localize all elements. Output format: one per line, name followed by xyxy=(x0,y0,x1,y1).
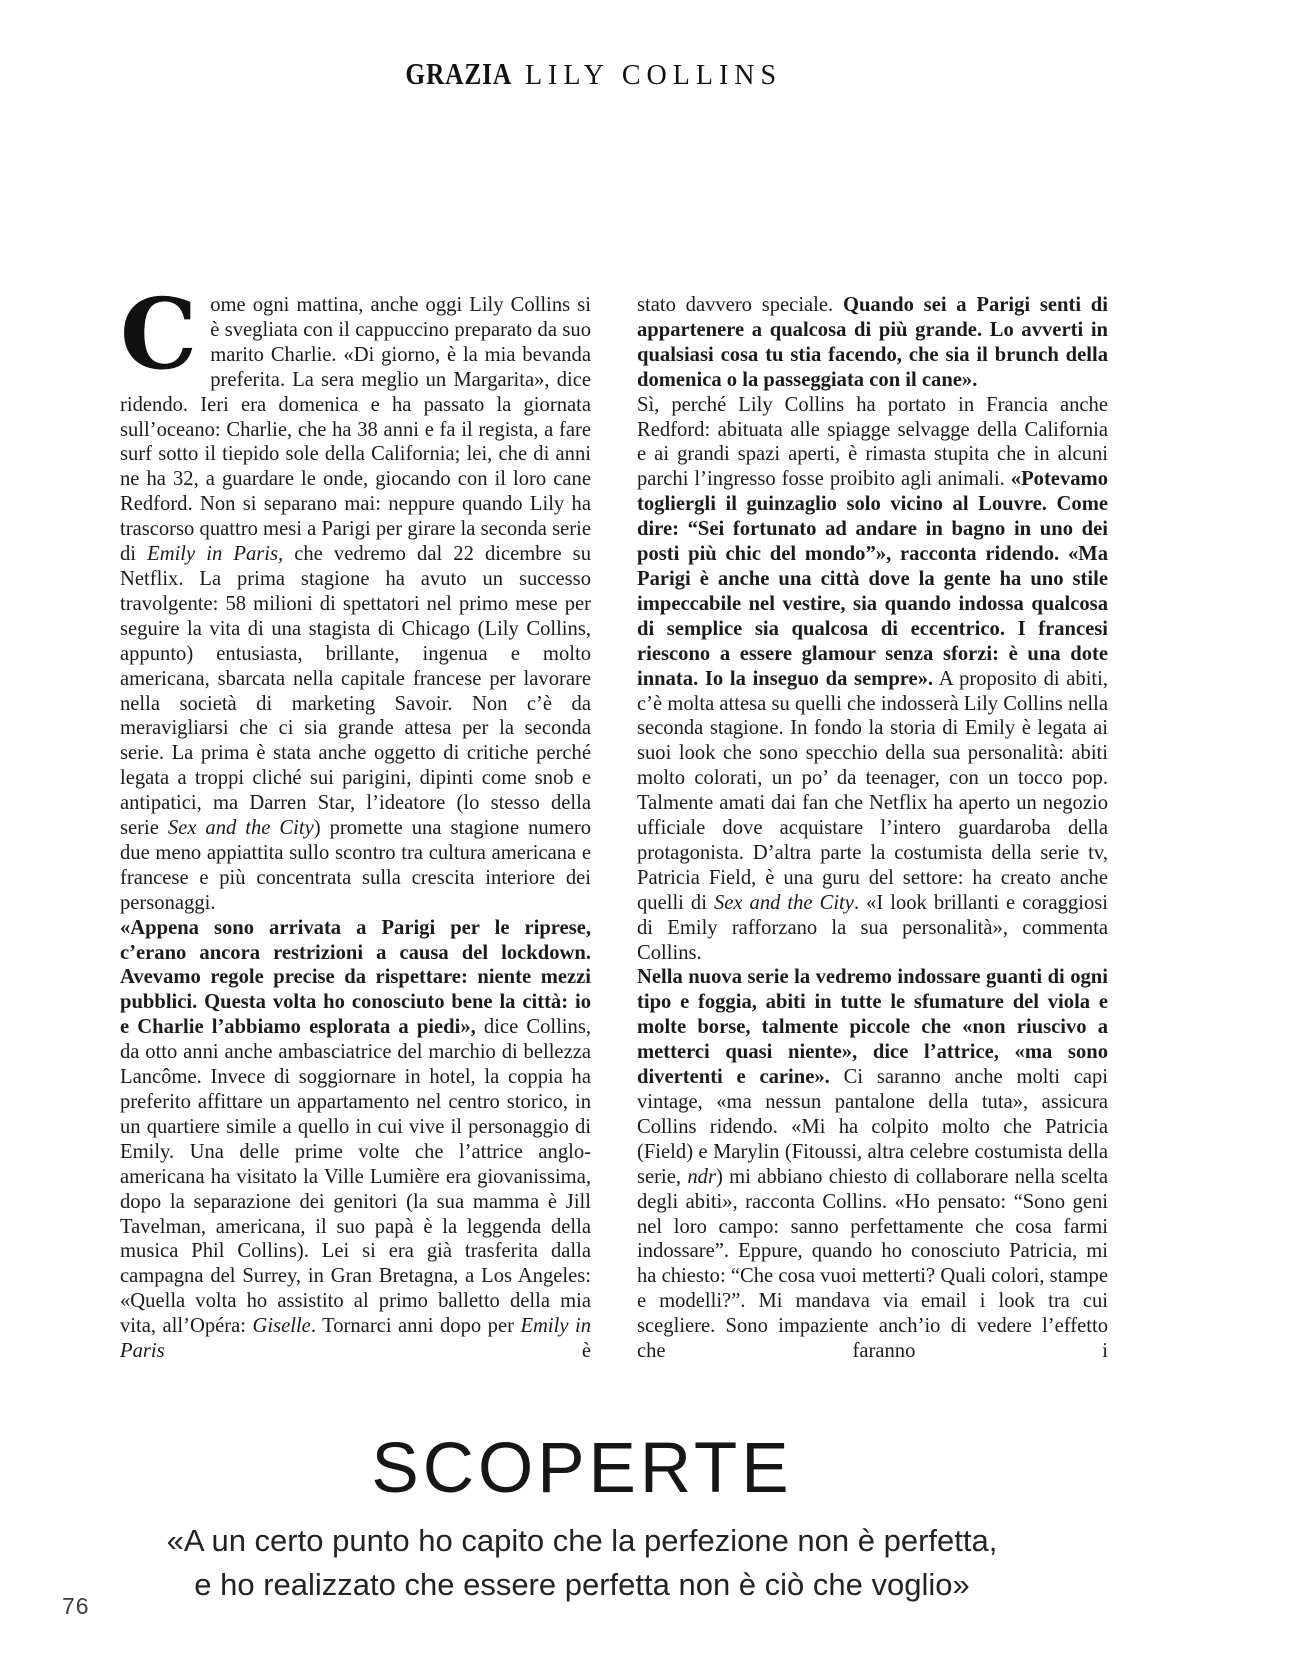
brand-logo: GRAZIA xyxy=(405,56,512,91)
section-heading: SCOPERTE xyxy=(371,1429,793,1508)
feature-block xyxy=(0,1429,1164,1607)
text-segment: . «I look brillanti e coraggiosi di Emily rafforzano la sua personalità», commenta Collins. xyxy=(637,891,1108,964)
article-column-left xyxy=(120,277,591,1364)
text-segment: Sex and the City xyxy=(713,891,854,914)
text-segment: ndr xyxy=(687,1165,716,1188)
text-segment: dice Collins, da otto anni anche ambasciatrice del marchio di bellezza Lancôme. Invece di soggiornare in hotel, la coppia ha preferito affittare un appartamento nel centro storico, in un quartiere simile a quello in cui vive il personaggio di Emily. Una delle prime volte che l’attrice anglo-americana ha visitato la Ville Lumière era giovanissima, dopo la separazione dei genitori (la sua mamma è Jill Tavelman, americana, il suo papà è la leggenda della musica Phil Collins). Lei si era già trasferita dalla campagna del Surrey, in Gran Bretagna, a Los Angeles: «Quella volta ho assistito al primo balletto della mia vita, all’Opéra: xyxy=(120,1016,591,1338)
article-paragraph xyxy=(637,293,1108,393)
text-segment: è xyxy=(164,1340,591,1363)
drop-cap: C xyxy=(120,277,198,391)
text-segment: Quando sei a Parigi senti di appartenere a qualcosa di più grande. Lo avverti in qualsiasi cosa tu stia facendo, che sia il brunch della domenica o la passeggiata con il cane». xyxy=(637,294,1108,391)
article-column-right xyxy=(637,293,1108,1364)
pull-quote-line-1: «A un certo punto ho capito che la perfezione non è perfetta, xyxy=(166,1523,998,1558)
text-segment: Emily in Paris, xyxy=(147,543,284,566)
pull-quote-line-2: e ho realizzato che essere perfetta non è ciò che voglio» xyxy=(194,1567,970,1602)
article-paragraph xyxy=(120,277,591,916)
pull-quote xyxy=(0,1519,1164,1607)
text-segment: . Tornarci anni dopo per xyxy=(310,1315,521,1338)
text-segment: Sex and the City xyxy=(167,817,314,840)
article-header-title: LILY COLLINS xyxy=(524,60,783,91)
text-segment: «Appena sono arrivata a Parigi per le riprese, c’erano ancora restrizioni a causa del lockdown. Avevamo regole precise da rispettare: niente mezzi pubblici. Questa volta ho conosciuto bene la città: io e Charlie l’abbiamo esplorata a piedi», xyxy=(120,916,591,1039)
text-segment: ome ogni mattina, anche oggi Lily Collins si è svegliata con il cappuccino preparato da suo marito Charlie. «Di giorno, è la mia bevanda preferita. La sera meglio un Margarita», dice ridendo. Ieri era domenica e ha passato la giornata sull’oceano: Charlie, che ha 38 anni e fa il regista, a fare surf sotto il tiepido sole della California; lei, che di anni ne ha 32, a guardare le onde, giocando con il loro cane Redford. Non si separano mai: neppure quando Lily ha trascorso quattro mesi a Parigi per girare la seconda serie di xyxy=(120,294,591,566)
article-body xyxy=(120,277,1109,1364)
text-segment: A proposito di abiti, c’è molta attesa su quelli che indosserà Lily Collins nella seconda stagione. In fondo la storia di Emily è legata ai suoi look che sono specchio della sua personalità: abiti molto colorati, un po’ da teenager, con un tocco pop. Talmente amati dai fan che Netflix ha aperto un negozio ufficiale dove acquistare l’intero guardaroba della protagonista. D’altra parte la costumista della serie tv, Patricia Field, è una guru del settore: ha creato anche quelli di xyxy=(637,667,1109,914)
text-segment: che vedremo dal 22 dicembre su Netflix. La prima stagione ha avuto un successo travolgente: 58 milioni di spettatori nel primo mese per seguire la vita di una stagista di Chicago (Lily Collins, appunto) entusiasta, brillante, ingenua e molto americana, sbarcata nella capitale francese per lavorare nella società di marketing Savoir. Non c’è da meravigliarsi che ci sia grande attesa per la seconda serie. La prima è stata anche oggetto di critiche perché legata a troppi cliché sui parigini, dipinti come snob e antipatici, ma Darren Star, l’ideatore (lo stesso della serie xyxy=(120,543,591,840)
text-segment: stato davvero speciale. xyxy=(637,294,843,316)
article-paragraph xyxy=(637,965,1108,1364)
page-number: 76 xyxy=(62,1593,90,1619)
text-segment: Giselle xyxy=(252,1315,311,1338)
page-header xyxy=(0,56,1164,92)
article-paragraph xyxy=(637,393,1108,966)
text-segment: Ci saranno anche molti capi vintage, «ma nessun pantalone della tuta», assicura Collins ridendo. «Mi ha colpito molto che Patricia (Field) e Marylin (Fitoussi, altra celebre costumista della serie, xyxy=(637,1066,1109,1188)
text-segment: Sì, perché Lily Collins ha portato in Francia anche Redford: abituata alle spiagge selvagge della California e ai grandi spazi aperti, è rimasta stupita che in alcuni parchi l’ingresso fosse proibito agli animali. xyxy=(637,393,1108,491)
text-segment: Nella nuova serie la vedremo indossare guanti di ogni tipo e foggia, abiti in tutte le sfumature del viola e molte borse, talmente piccole che «non riuscivo a metterci quasi niente», dice l’attrice, «ma sono divertenti e carine». xyxy=(637,966,1108,1089)
text-segment: Emily in Paris xyxy=(120,1315,591,1363)
text-segment: ) mi abbiano chiesto di collaborare nella scelta degli abiti», racconta Collins. «Ho pensato: “Sono geni nel loro campo: sanno perfettamente che cosa farmi indossare”. Eppure, quando ho conosciuto Patricia, mi ha chiesto: “Che cosa vuoi metterti? Quali colori, stampe e modelli?”. Mi mandava via email i look tra cui scegliere. Sono impaziente anch’io di vedere l’effetto che faranno i xyxy=(637,1165,1108,1363)
article-paragraph xyxy=(120,916,591,1364)
text-segment: «Potevamo togliergli il guinzaglio solo vicino al Louvre. Come dire: “Sei fortunato ad andare in bagno in uno dei posti più chic del mondo”», racconta ridendo. «Ma Parigi è anche una città dove la gente ha uno stile impeccabile nel vestire, sia quando indossa qualcosa di semplice sia qualcosa di eccentrico. I francesi riescono a essere glamour senza sforzi: è una dote innata. Io la inseguo da sempre». xyxy=(637,468,1108,690)
text-segment: ) promette una stagione numero due meno appiattita sullo scontro tra cultura americana e francese e più concentrata sulla crescita interiore dei personaggi. xyxy=(120,817,591,914)
